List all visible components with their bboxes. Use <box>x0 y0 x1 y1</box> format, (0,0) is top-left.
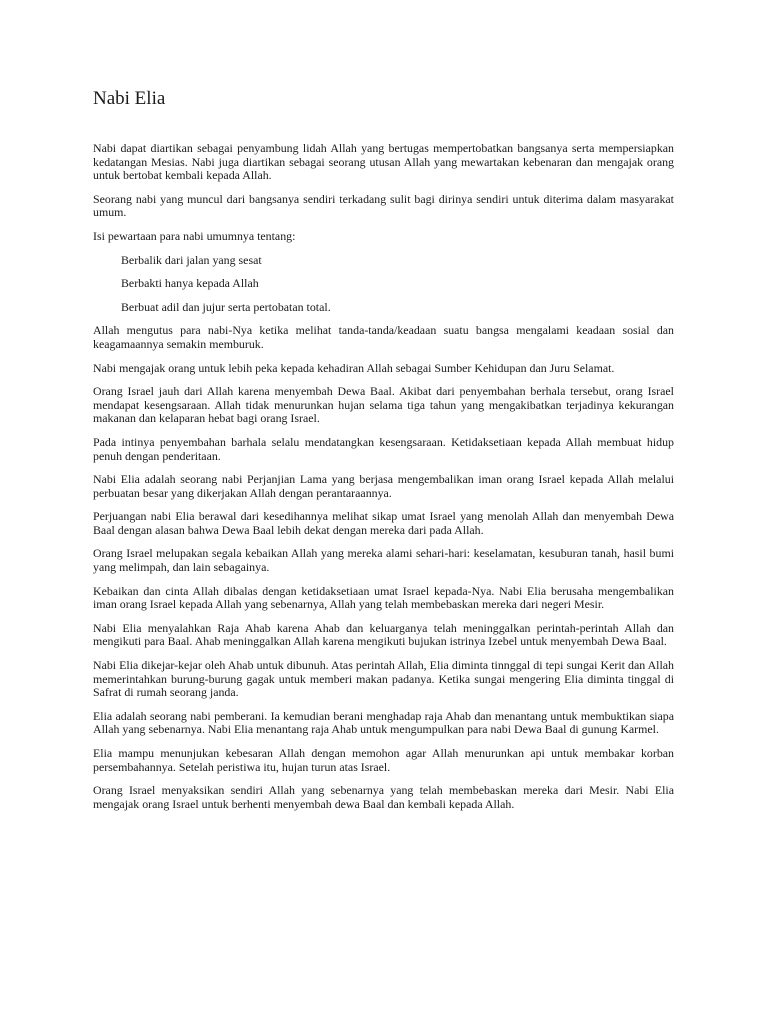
list-item: Berbakti hanya kepada Allah <box>121 276 259 291</box>
paragraph: Elia mampu menunjukan kebesaran Allah dengan memohon agar Allah menurunkan api untuk membakar korban persembahannya. Setelah peristiwa itu, hujan turun atas Israel. <box>93 746 674 774</box>
paragraph-definition: Nabi dapat diartikan sebagai penyambung lidah Allah yang bertugas mempertobatkan bangsanya serta mempersiapkan kedatangan Mesias. Nabi juga diartikan sebagai seorang utusan Allah yang mewartakan kebenaran dan mengajak orang untuk bertobat kembali kepada Allah. <box>93 141 674 183</box>
paragraph: Nabi mengajak orang untuk lebih peka kepada kehadiran Allah sebagai Sumber Kehidupan dan Juru Selamat. <box>93 360 615 375</box>
paragraph: Allah mengutus para nabi-Nya ketika melihat tanda-tanda/keadaan suatu bangsa mengalami keadaan sosial dan keagamaannya semakin memburuk. <box>93 323 674 351</box>
paragraph: Pada intinya penyembahan barhala selalu mendatangkan kesengsaraan. Ketidaksetiaan kepada Allah membuat hidup penuh dengan penderitaan. <box>93 434 674 463</box>
paragraph: Nabi Elia adalah seorang nabi Perjanjian Lama yang berjasa mengembalikan iman orang Israel kepada Allah melalui perbuatan besar yang dikerjakan Allah dengan perantaraannya. <box>93 472 674 500</box>
paragraph: Perjuangan nabi Elia berawal dari kesedihannya melihat sikap umat Israel yang menolah Allah dan menyembah Dewa Baal dengan alasan bahwa Dewa Baal lebih dekat dengan mereka dari pada Allah. <box>93 509 674 537</box>
list-item: Berbalik dari jalan yang sesat <box>121 252 262 267</box>
paragraph: Nabi Elia dikejar-kejar oleh Ahab untuk dibunuh. Atas perintah Allah, Elia diminta tinnggal di tepi sungai Kerit dan Allah memerintahkan burung-burung gagak untuk memberi makan padanya. Ketika sungai mengering Elia diminta tinggal di Safrat di rumah seorang janda. <box>93 658 674 700</box>
paragraph-list-intro: Isi pewartaan para nabi umumnya tentang: <box>93 228 296 243</box>
document-title: Nabi Elia <box>93 88 166 109</box>
paragraph-acceptance: Seorang nabi yang muncul dari bangsanya sendiri terkadang sulit bagi dirinya sendiri untuk diterima dalam masyarakat umum. <box>93 191 674 220</box>
paragraph: Orang Israel melupakan segala kebaikan Allah yang mereka alami sehari-hari: keselamatan, kesuburan tanah, hasil bumi yang melimpah, dan lain sebagainya. <box>93 546 674 575</box>
document-page <box>93 86 674 821</box>
paragraph: Nabi Elia menyalahkan Raja Ahab karena Ahab dan keluarganya telah meninggalkan perintah-perintah Allah dan mengikuti para Baal. Ahab meninggalkan Allah karena mengikuti bujukan istrinya Izebel untuk menyembah Dewa Baal. <box>93 620 674 649</box>
paragraph: Orang Israel menyaksikan sendiri Allah yang sebenarnya yang telah membebaskan mereka dari Mesir. Nabi Elia mengajak orang Israel untuk berhenti menyembah dewa Baal dan kembali kepada Allah. <box>93 783 674 811</box>
paragraph: Elia adalah seorang nabi pemberani. Ia kemudian berani menghadap raja Ahab dan menantang untuk membuktikan siapa Allah yang sebenarnya. Nabi Elia menantang raja Ahab untuk mengumpulkan para nabi Dewa Baal di gunung Karmel. <box>93 708 674 737</box>
message-list <box>93 254 674 315</box>
paragraph: Kebaikan dan cinta Allah dibalas dengan ketidaksetiaan umat Israel kepada-Nya. Nabi Elia berusaha mengembalikan iman orang Israel kepada Allah yang sebenarnya, Allah yang telah membebaskan mereka dari negeri Mesir. <box>93 583 674 612</box>
list-item: Berbuat adil dan jujur serta pertobatan total. <box>121 299 331 314</box>
paragraph: Orang Israel jauh dari Allah karena menyembah Dewa Baal. Akibat dari penyembahan berhala tersebut, orang Israel mendapat kesengsaraan. Allah tidak menurunkan hujan selama tiga tahun yang mengakibatkan terjadinya kekurangan makanan dan kelaparan hebat bagi orang Israel. <box>93 384 674 426</box>
